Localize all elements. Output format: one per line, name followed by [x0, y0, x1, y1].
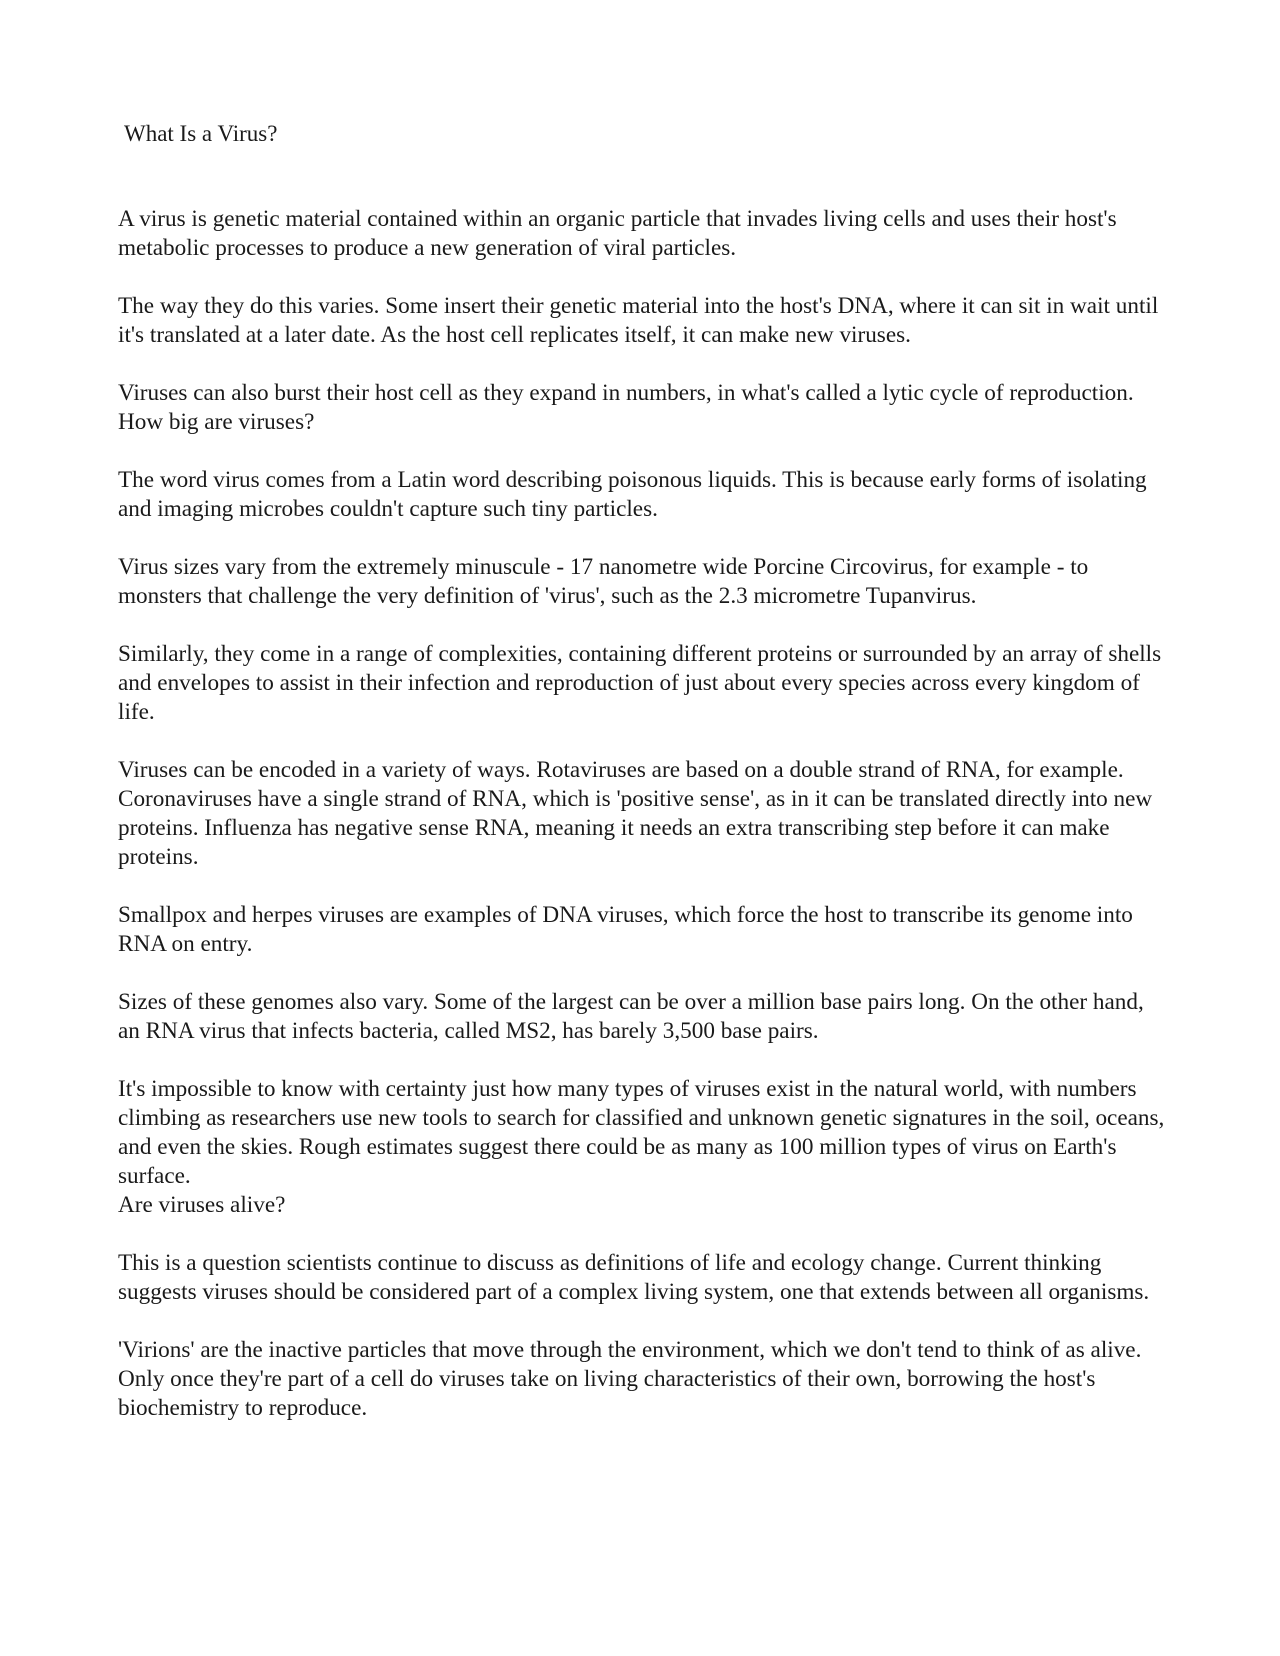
document-body: [118, 205, 1168, 1452]
size-paragraph-4: Viruses can be encoded in a variety of ways. Rotaviruses are based on a double strand of RNA, for example. Coronaviruses have a single strand of RNA, which is 'positive sense', as in it can be translated directly into new proteins. Influenza has negative sense RNA, meaning it needs an extra transcribing step before it can make proteins.: [118, 757, 1153, 870]
section-heading-size: How big are viruses?: [118, 409, 315, 435]
section-heading-alive: Are viruses alive?: [118, 1192, 286, 1218]
intro-paragraph-1: A virus is genetic material contained within an organic particle that invades living cells and uses their host's metabolic processes to produce a new generation of viral particles.: [118, 206, 1117, 261]
size-paragraph-7: It's impossible to know with certainty just how many types of viruses exist in the natural world, with numbers climbing as researchers use new tools to search for classified and unknown genetic signatures in the soil, oceans, and even the skies. Rough estimates suggest there could be as many as 100 million types of virus on Earth's surface.: [118, 1076, 1165, 1189]
document-title: What Is a Virus?: [124, 121, 278, 146]
alive-paragraph-2: 'Virions' are the inactive particles that move through the environment, which we don't tend to think of as alive. Only once they're part of a cell do viruses take on living characteristics of their own, borrowing the host's biochemistry to reproduce.: [118, 1337, 1142, 1421]
size-paragraph-1: The word virus comes from a Latin word describing poisonous liquids. This is because early forms of isolating and imaging microbes couldn't capture such tiny particles.: [118, 467, 1147, 522]
alive-paragraph-1: This is a question scientists continue to discuss as definitions of life and ecology change. Current thinking suggests viruses should be considered part of a complex living system, one that extends between all organisms.: [118, 1250, 1150, 1305]
size-paragraph-3: Similarly, they come in a range of complexities, containing different proteins or surrounded by an array of shells and envelopes to assist in their infection and reproduction of just about every species across every kingdom of life.: [118, 641, 1162, 725]
size-paragraph-5: Smallpox and herpes viruses are examples of DNA viruses, which force the host to transcribe its genome into RNA on entry.: [118, 902, 1133, 957]
intro-paragraph-2: The way they do this varies. Some insert their genetic material into the host's DNA, where it can sit in wait until it's translated at a later date. As the host cell replicates itself, it can make new viruses.: [118, 293, 1159, 348]
intro-paragraph-3: Viruses can also burst their host cell as they expand in numbers, in what's called a lytic cycle of reproduction.: [118, 380, 1134, 406]
size-paragraph-6: Sizes of these genomes also vary. Some of the largest can be over a million base pairs long. On the other hand, an RNA virus that infects bacteria, called MS2, has barely 3,500 base pairs.: [118, 989, 1144, 1044]
size-paragraph-2: Virus sizes vary from the extremely minuscule - 17 nanometre wide Porcine Circovirus, for example - to monsters that challenge the very definition of 'virus', such as the 2.3 micrometre Tupanvirus.: [118, 554, 1089, 609]
